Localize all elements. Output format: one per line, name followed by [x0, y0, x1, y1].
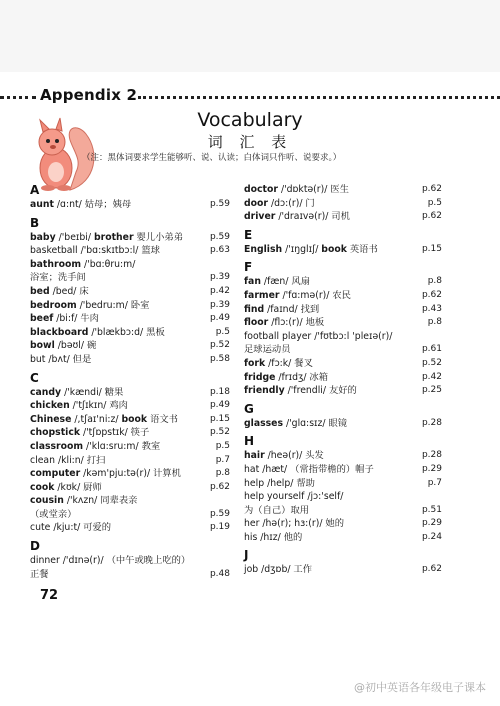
- vocabulary-entry: [244, 275, 442, 289]
- vocabulary-entry: [244, 449, 442, 463]
- entry-word: cute: [30, 522, 51, 534]
- vocabulary-entry: [30, 353, 230, 367]
- entry-word: but: [30, 353, 46, 365]
- entry-word: basketball: [30, 245, 78, 257]
- vocabulary-entry: [30, 494, 230, 508]
- entry-definition: /dʒɒb/ 工作: [258, 564, 313, 576]
- entry-definition: /frɪdʒ/ 冰箱: [275, 371, 329, 383]
- dotted-rule-left: [0, 96, 36, 99]
- vocabulary-entry: [30, 386, 230, 400]
- entry-page-ref: p.42: [421, 371, 442, 382]
- entry-page-ref: p.15: [209, 413, 230, 424]
- vocabulary-entry: [244, 357, 442, 371]
- entry-definition: /hæt/ （常指带檐的）帽子: [259, 463, 374, 475]
- entry-definition: /'bedru:m/ 卧室: [76, 299, 150, 311]
- entry-page-ref: p.28: [421, 450, 442, 461]
- vocabulary-entry: [244, 197, 442, 211]
- entry-definition: /kʊk/ 厨师: [54, 481, 102, 493]
- vocabulary-entry: [244, 490, 442, 504]
- entry-word: football player: [244, 330, 312, 342]
- entry-definition: /jɔ:'self/: [304, 491, 344, 503]
- entry-definition: （或堂亲）: [30, 508, 77, 520]
- entry-word: classroom: [30, 440, 84, 452]
- entry-definition: /heə(r)/ 头发: [264, 450, 324, 462]
- vocabulary-entry: [30, 454, 230, 468]
- vocabulary-entry: [30, 198, 230, 212]
- entry-word: farmer: [244, 289, 280, 301]
- entry-word: floor: [244, 317, 269, 329]
- entry-page-ref: p.61: [421, 344, 442, 355]
- entry-definition: /dɔ:(r)/ 门: [268, 197, 315, 209]
- entry-page-ref: p.42: [209, 285, 230, 296]
- entry-page-ref: p.8: [427, 317, 442, 328]
- watermark: @初中英语各年级电子课本: [354, 681, 486, 694]
- vocabulary-entry: [30, 339, 230, 353]
- vocabulary-entry: [30, 481, 230, 495]
- entry-page-ref: p.52: [209, 340, 230, 351]
- entry-page-ref: p.39: [209, 272, 230, 283]
- entry-word: hat: [244, 463, 260, 475]
- entry-word: fan: [244, 276, 261, 288]
- entry-page-ref: p.8: [427, 276, 442, 287]
- section-letter: J: [244, 548, 249, 563]
- entry-word: help yourself: [244, 491, 305, 503]
- vocabulary-entry: [244, 316, 442, 330]
- entry-definition: /'bɑ:skɪtbɔ:l/ 篮球: [77, 245, 160, 257]
- entry-definition: 为（自己）取用: [244, 504, 310, 516]
- entry-definition: /bʌt/ 但是: [45, 353, 92, 365]
- vocabulary-entry: [30, 440, 230, 454]
- section-letter: B: [30, 215, 40, 230]
- vocabulary-entry: [30, 467, 230, 481]
- entry-page-ref: p.62: [421, 211, 442, 222]
- entry-definition: /'ɪŋglɪʃ/: [282, 243, 322, 255]
- entry-definition: 婴儿小弟弟: [133, 231, 183, 243]
- entry-word: her: [244, 518, 260, 530]
- entry-word: find: [244, 303, 265, 315]
- entry-page-ref: p.25: [421, 385, 442, 396]
- entry-word: chicken: [30, 400, 70, 412]
- entry-word: fork: [244, 357, 266, 369]
- vocabulary-entry: [30, 299, 230, 313]
- vocabulary-entry: [30, 568, 230, 582]
- vocabulary-entry: [30, 554, 230, 568]
- entry-page-ref: p.5: [215, 440, 230, 451]
- entry-definition: /'glɑ:sɪz/ 眼镜: [283, 417, 348, 429]
- entry-word: glasses: [244, 417, 284, 429]
- vocabulary-entry: [244, 289, 442, 303]
- vocabulary-entry: [244, 463, 442, 477]
- entry-page-ref: p.63: [209, 245, 230, 256]
- section-letter: D: [30, 539, 40, 554]
- entry-page-ref: p.28: [421, 417, 442, 428]
- vocabulary-entry: [30, 231, 230, 245]
- entry-page-ref: p.5: [215, 326, 230, 337]
- entry-page-ref: p.49: [209, 400, 230, 411]
- entry-page-ref: p.52: [421, 357, 442, 368]
- vocabulary-entry: [30, 508, 230, 522]
- vocabulary-entry: [244, 504, 442, 518]
- vocabulary-entry: [244, 243, 442, 257]
- vocabulary-entry: [244, 343, 442, 357]
- entry-definition: /'draɪvə(r)/ 司机: [275, 211, 350, 223]
- entry-word: job: [244, 564, 259, 576]
- entry-word: fridge: [244, 371, 276, 383]
- entry-page-ref: p.39: [209, 299, 230, 310]
- entry-word: baby: [30, 231, 56, 243]
- entry-page-ref: p.59: [209, 231, 230, 242]
- entry-word: computer: [30, 468, 81, 480]
- entry-definition: /fɔ:k/ 餐叉: [265, 357, 313, 369]
- section-letter: A: [30, 183, 40, 197]
- entry-page-ref: p.29: [421, 518, 442, 529]
- entry-word: book: [321, 243, 347, 255]
- entry-definition: /hə(r); hɜ:(r)/ 她的: [259, 518, 345, 530]
- section-letter: C: [30, 370, 39, 385]
- vocabulary-entry: [30, 426, 230, 440]
- section-letter: F: [244, 260, 253, 275]
- entry-definition: 正餐: [30, 568, 49, 580]
- vocabulary-entry: [30, 285, 230, 299]
- entry-definition: /hɪz/ 他的: [257, 531, 303, 543]
- entry-word: clean: [30, 454, 56, 466]
- vocabulary-entry: [30, 312, 230, 326]
- section-letter: G: [244, 401, 254, 416]
- entry-word: cousin: [30, 495, 64, 507]
- vocabulary-entry: [30, 326, 230, 340]
- vocabulary-entry: [244, 183, 442, 197]
- page-title-chinese: 词 汇 表: [207, 133, 293, 151]
- entry-page-ref: p.59: [209, 199, 230, 209]
- entry-definition: /'tʃɒpstɪk/ 筷子: [80, 427, 150, 439]
- entry-page-ref: p.62: [421, 564, 442, 575]
- entry-definition: 语文书: [147, 413, 178, 425]
- vocabulary-entry: [244, 417, 442, 431]
- vocabulary-entry: [244, 371, 442, 385]
- entry-definition: /ɑ:nt/ 姑母；姨母: [53, 199, 132, 210]
- vocabulary-entry: [30, 244, 230, 258]
- entry-page-ref: p.5: [427, 197, 442, 208]
- entry-definition: /flɔ:(r)/ 地板: [268, 317, 325, 329]
- entry-definition: /'blækbɔ:d/ 黑板: [88, 326, 165, 338]
- entry-page-ref: p.18: [209, 386, 230, 397]
- entry-word: bedroom: [30, 299, 77, 311]
- section-letter: E: [244, 227, 253, 242]
- entry-definition: /kju:t/ 可爱的: [50, 522, 112, 534]
- entry-word: friendly: [244, 385, 285, 397]
- vocabulary-entry: [30, 399, 230, 413]
- entry-page-ref: p.62: [209, 481, 230, 492]
- page-number: 72: [40, 588, 59, 603]
- vocabulary-entry: [244, 531, 442, 545]
- dotted-rule-right: [138, 96, 500, 99]
- entry-page-ref: p.29: [421, 463, 442, 474]
- entry-definition: /'bɑ:θru:m/: [81, 258, 136, 270]
- entry-word: chopstick: [30, 427, 81, 439]
- entry-definition: /'fɑ:mə(r)/ 农民: [279, 289, 351, 301]
- vocabulary-entry: [30, 271, 230, 285]
- entry-word: candy: [30, 386, 62, 398]
- entry-definition: /'tʃɪkɪn/ 鸡肉: [69, 400, 128, 412]
- entry-definition: /'dɒktə(r)/ 医生: [277, 184, 349, 195]
- entry-word: doctor: [244, 184, 278, 195]
- entry-word: Chinese: [30, 413, 72, 425]
- entry-word: blackboard: [30, 326, 89, 338]
- entry-page-ref: p.48: [209, 568, 230, 579]
- entry-page-ref: p.15: [421, 243, 442, 254]
- entry-definition: /'kændi/ 糖果: [61, 386, 124, 398]
- entry-definition: /'beɪbi/: [55, 231, 94, 243]
- entry-definition: /faɪnd/ 找到: [264, 303, 320, 315]
- entry-word: book: [121, 413, 148, 425]
- entry-page-ref: p.52: [209, 427, 230, 438]
- entry-definition: /'klɑ:sru:m/ 教室: [83, 440, 161, 452]
- entry-page-ref: p.8: [215, 468, 230, 479]
- entry-word: bed: [30, 285, 50, 297]
- entry-page-ref: p.58: [209, 353, 230, 364]
- entry-definition: 足球运动员: [244, 344, 291, 356]
- entry-word: dinner: [30, 555, 60, 567]
- entry-definition: 浴室；洗手间: [30, 272, 86, 284]
- entry-definition: /'frendli/ 友好的: [284, 385, 357, 397]
- entry-definition: /'dɪnə(r)/ （中午或晚上吃的）: [59, 555, 191, 567]
- entry-page-ref: p.51: [421, 504, 442, 515]
- entry-word: English: [244, 243, 283, 255]
- appendix-title: Appendix 2: [40, 86, 138, 104]
- vocabulary-entry: [30, 521, 230, 535]
- entry-page-ref: p.62: [421, 289, 442, 300]
- usage-note: （注：黑体词要求学生能够听、说、认读；白体词只作听、说要求。）: [82, 153, 342, 163]
- entry-word: cook: [30, 481, 55, 493]
- vocabulary-entry: [244, 210, 442, 224]
- entry-word: beef: [30, 313, 54, 325]
- entry-page-ref: p.49: [209, 313, 230, 324]
- entry-page-ref: p.7: [215, 454, 230, 465]
- section-letter: H: [244, 434, 255, 449]
- entry-page-ref: p.24: [421, 531, 442, 542]
- entry-page-ref: p.59: [209, 508, 230, 519]
- vocabulary-entry: [244, 563, 442, 577]
- vocabulary-entry: [244, 384, 442, 398]
- entry-page-ref: p.43: [421, 303, 442, 314]
- entry-word: his: [244, 531, 258, 543]
- entry-page-ref: p.7: [427, 477, 442, 488]
- scan-top-margin: [0, 0, 500, 72]
- entry-definition: /fæn/ 风扇: [260, 276, 311, 288]
- entry-word: door: [244, 197, 269, 209]
- vocabulary-entry: [244, 517, 442, 531]
- entry-word: bathroom: [30, 258, 82, 270]
- entry-page-ref: p.62: [421, 184, 442, 194]
- vocabulary-entry: [244, 303, 442, 317]
- entry-definition: /kli:n/ 打扫: [55, 454, 106, 466]
- entry-definition: /kəm'pju:tə(r)/ 计算机: [80, 468, 181, 480]
- entry-definition: /bəʊl/ 碗: [54, 340, 97, 352]
- entry-word: brother: [93, 231, 134, 243]
- entry-definition: /'fʊtbɔ:l 'pleɪə(r)/: [311, 330, 393, 342]
- entry-definition: /'kʌzn/ 同辈表亲: [63, 495, 138, 507]
- entry-word: driver: [244, 211, 276, 223]
- entry-definition: /,tʃaɪ'ni:z/: [71, 413, 122, 425]
- vocabulary-entry: [244, 477, 442, 491]
- entry-definition: /help/ 帮助: [264, 477, 315, 489]
- entry-word: aunt: [30, 199, 54, 210]
- vocabulary-column-left: [30, 183, 230, 581]
- vocabulary-entry: [244, 330, 442, 344]
- entry-word: hair: [244, 450, 265, 462]
- entry-page-ref: p.19: [209, 522, 230, 533]
- entry-definition: /bed/ 床: [49, 285, 89, 297]
- vocabulary-column-right: [244, 183, 442, 577]
- page-title: Vocabulary: [197, 109, 303, 131]
- entry-word: help: [244, 477, 265, 489]
- entry-word: bowl: [30, 340, 55, 352]
- entry-definition: 英语书: [346, 243, 378, 255]
- entry-definition: /bi:f/ 牛肉: [53, 313, 99, 325]
- vocabulary-entry: [30, 413, 230, 427]
- vocabulary-entry: [30, 258, 230, 272]
